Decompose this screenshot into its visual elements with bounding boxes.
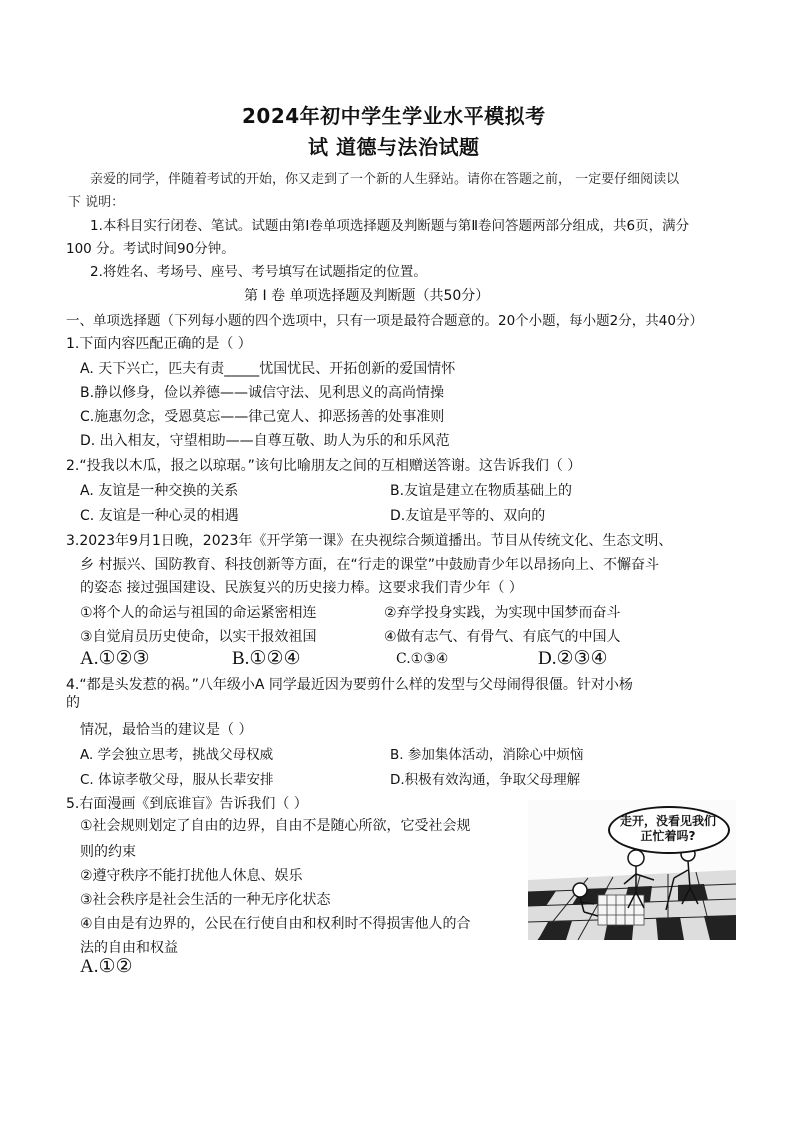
q3-stem-line-2: 乡 村振兴、国防教育、科技创新等方面，在“行走的课堂”中鼓励青少年以昂扬向上、不懈奋斗 <box>80 557 659 573</box>
q4-option-a: A. 学会独立思考，挑战父母权威 <box>80 747 274 763</box>
q4-option-b: B. 参加集体活动，消除心中烦恼 <box>390 747 584 763</box>
q5-statement-4a: ④自由是有边界的，公民在行使自由和权利时不得损害他人的合 <box>80 916 471 932</box>
intro-line-2: 下 说明： <box>68 195 125 210</box>
intro-line-1: 亲爱的同学，伴随着考试的开始，你又走到了一个新的人生驿站。请你在答题之前， 一定要仔细阅读以 <box>90 172 680 187</box>
q4-option-d: D.积极有效沟通，争取父母理解 <box>390 772 581 788</box>
section-title: 第 Ⅰ 卷 单项选择题及判断题（共50分） <box>244 288 490 304</box>
q3-statement-4: ④做有志气、有骨气、有底气的中国人 <box>384 629 621 645</box>
comic-illustration <box>528 800 736 940</box>
q5-statement-1a: ①社会规则划定了自由的边界，自由不是随心所欲，它受社会规 <box>80 818 471 834</box>
q3-option-a: A.①②③ <box>80 648 150 669</box>
q5-statement-3: ③社会秩序是社会生活的一种无序化状态 <box>80 892 331 908</box>
q3-stem-line-1: 3.2023年9月1日晚，2023年《开学第一课》在央视综合频道播出。节目从传统文化、生态文明、 <box>66 533 673 549</box>
q5-statement-4b: 法的自由和权益 <box>80 940 178 956</box>
q1-option-c: C.施惠勿念，受恩莫忘——律己宽人、抑恶扬善的处事准则 <box>80 409 445 425</box>
q1-option-a: A. 天下兴亡，匹夫有责_____忧国忧民、开拓创新的爱国情怀 <box>80 361 456 377</box>
part-one-heading: 一、单项选择题（下列每小题的四个选项中，只有一项是最符合题意的。20个小题，每小题2分，共40分） <box>66 313 703 329</box>
q2-option-c: C. 友谊是一种心灵的相遇 <box>80 508 239 524</box>
q5-statement-1b: 则的约束 <box>80 844 136 860</box>
speech-bubble-text: 走开，没看见我们正忙着吗? <box>619 814 716 843</box>
q2-option-b: B.友谊是建立在物质基础上的 <box>390 483 573 499</box>
q5-stem: 5.右面漫画《到底谁盲》告诉我们（ ） <box>66 796 308 812</box>
q4-stem-line-1: 4.“都是头发惹的祸。”八年级小A 同学最近因为要剪什么样的发型与父母闹得很僵。针对小杨 <box>66 677 633 693</box>
q4-stem-line-2: 情况，最恰当的建议是（ ） <box>80 722 253 738</box>
q3-option-c: C.①③④ <box>396 651 449 667</box>
q2-option-a: A. 友谊是一种交换的关系 <box>80 483 239 499</box>
exam-subtitle: 试 道德与法治试题 <box>308 135 480 159</box>
q4-stem-line-1b: 的 <box>66 695 80 711</box>
note-2: 2.将姓名、考场号、座号、考号填写在试题指定的位置。 <box>90 264 427 280</box>
q5-option-a: A.①② <box>80 956 133 977</box>
note-1b: 100 分。考试时间90分钟。 <box>66 241 235 257</box>
q1-option-b: B.静以修身，俭以养德——诚信守法、见利思义的高尚情操 <box>80 385 445 401</box>
q3-option-b: B.①②④ <box>232 648 301 669</box>
q3-statement-2: ②弃学投身实践，为实现中国梦而奋斗 <box>384 605 621 621</box>
q1-stem: 1.下面内容匹配正确的是（ ） <box>66 336 252 352</box>
q4-option-c: C. 体谅孝敬父母，服从长辈安排 <box>80 772 274 788</box>
note-1a: 1.本科目实行闭卷、笔试。试题由第Ⅰ卷单项选择题及判断题与第Ⅱ卷问答题两部分组成，共6页，满分 <box>90 218 690 234</box>
q3-stem-line-3: 的姿态 接过强国建设、民族复兴的历史接力棒。这要求我们青少年（ ） <box>80 580 523 596</box>
q3-statement-3: ③自觉肩员历史使命，以实干报效祖国 <box>80 629 317 645</box>
q2-stem: 2.“投我以木瓜，报之以琼琚。”该句比喻朋友之间的互相赠送答谢。这告诉我们（ ） <box>66 458 582 474</box>
q5-statement-2: ②遵守秩序不能打扰他人休息、娱乐 <box>80 868 303 884</box>
q3-option-d: D.②③④ <box>538 648 608 669</box>
q2-option-d: D.友谊是平等的、双向的 <box>390 508 546 524</box>
q3-statement-1: ①将个人的命运与祖国的命运紧密相连 <box>80 605 317 621</box>
q1-option-d: D. 出入相友，守望相助——自尊互敬、助人为乐的和乐风范 <box>80 433 450 449</box>
exam-title: 2024年初中学生学业水平模拟考 <box>242 104 546 128</box>
